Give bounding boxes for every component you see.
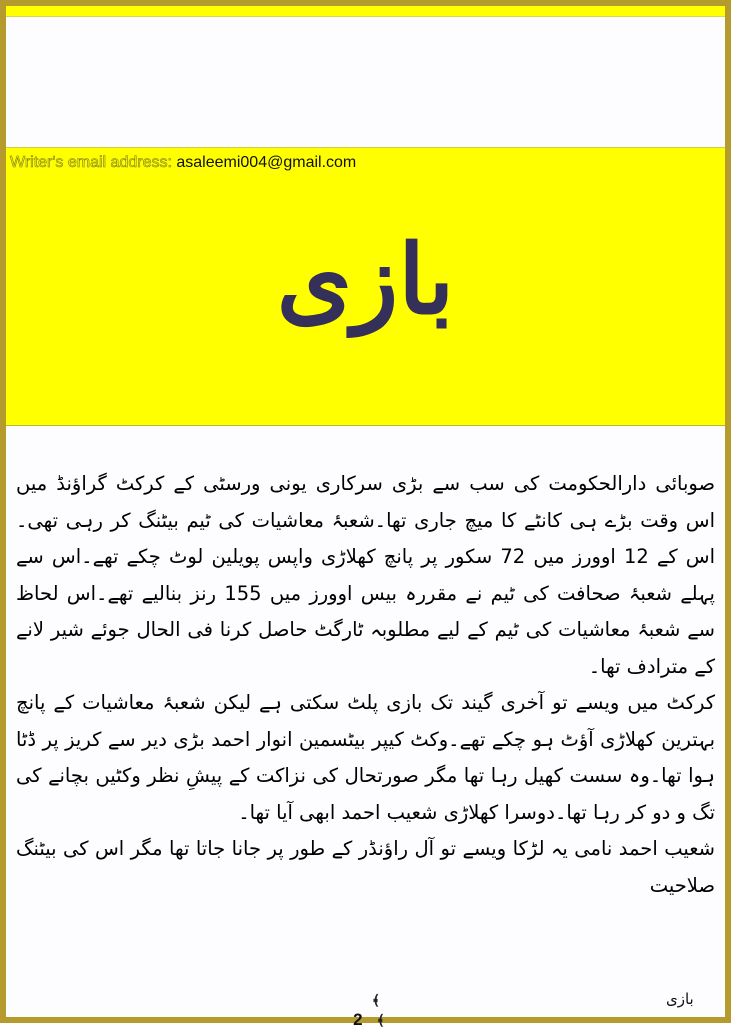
- page-number: 2: [353, 1010, 363, 1029]
- running-title: بازی: [666, 990, 694, 1008]
- top-yellow-strip: [6, 6, 725, 17]
- title-band: [6, 147, 725, 426]
- ornament-left-icon: ﴾: [371, 992, 381, 1008]
- writer-email-line: [10, 154, 356, 172]
- email-label: Writer's email address:: [10, 154, 172, 171]
- email-address-link[interactable]: asaleemi004@gmail.com: [176, 154, 357, 171]
- page-number-block: [336, 990, 416, 1030]
- ornament-right-icon: ﴾: [376, 1012, 385, 1028]
- page-footer: [6, 990, 725, 1029]
- story-body: [16, 466, 715, 904]
- paragraph-1: صوبائی دارالحکومت کی سب سے بڑی سرکاری یونی ورسٹی کے کرکٹ گراؤنڈ میں اس وقت بڑے ہی کانٹے کا میچ جاری تھا۔شعبۂ معاشیات کی ٹیم بیٹنگ کر رہی تھی۔اس کے 12 اوورز میں 72 سکور پر پانچ کھلاڑی واپس پویلین لوٹ چکے تھے۔اس سے پہلے شعبۂ صحافت کی ٹیم نے مقررہ بیس اوورز میں 155 رنز بنالیے تھے۔اس لحاظ سے شعبۂ معاشیات کی ٹیم کے لیے مطلوبہ ٹارگٹ حاصل کرنا فی الحال جوئے شیر لانے کے مترادف تھا۔: [16, 472, 715, 678]
- paragraph-2: کرکٹ میں ویسے تو آخری گیند تک بازی پلٹ سکتی ہے لیکن شعبۂ معاشیات کے پانچ بہترین کھلاڑی آؤٹ ہو چکے تھے۔وکٹ کیپر بیٹسمین انوار احمد بڑی دیر سے کریز پر ڈٹا ہوا تھا۔وہ سست کھیل رہا تھا مگر صورتحال کی نزاکت کے پیشِ نظر وکٹیں بچانے کی تگ و دو کر رہا تھا۔دوسرا کھلاڑی شعیب احمد ابھی آیا تھا۔: [16, 691, 715, 824]
- paragraph-3: شعیب احمد نامی یہ لڑکا ویسے تو آل راؤنڈر کے طور پر جانا جاتا تھا مگر اس کی بیٹنگ صلاحیت: [16, 837, 715, 897]
- story-title: بازی: [276, 223, 455, 336]
